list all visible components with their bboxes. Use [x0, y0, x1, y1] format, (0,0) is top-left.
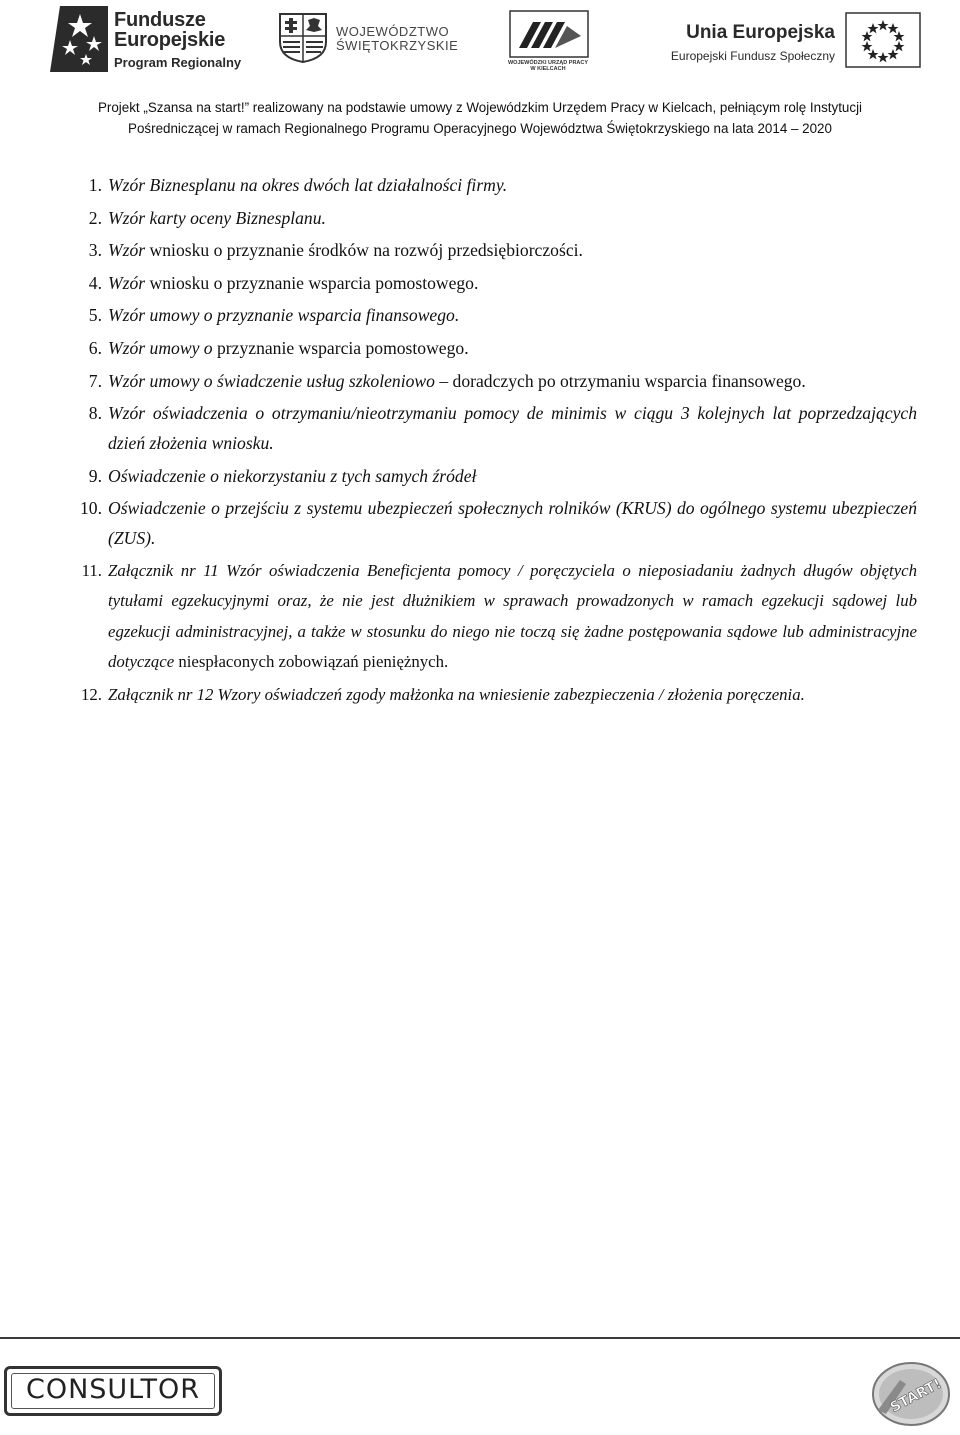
list-item-text-regular: niespłaconych zobowiązań pieniężnych. — [174, 651, 449, 671]
list-item-text — [108, 366, 917, 396]
list-item-text — [108, 556, 917, 677]
wojewodztwo-swietokrzyskie-logo — [278, 12, 468, 64]
list-item — [62, 268, 917, 298]
header-logo-bar — [0, 0, 960, 92]
list-item — [62, 300, 917, 330]
list-item-text — [108, 300, 917, 330]
start-badge-icon — [870, 1360, 952, 1428]
list-item-text — [108, 235, 917, 265]
list-item-number: 10. — [80, 498, 102, 519]
list-item-number: 12. — [81, 684, 102, 704]
list-item-number: 11. — [81, 560, 102, 580]
list-item-text: Wzór oświadczenia o otrzymaniu/nieotrzymaniu pomocy de minimis w ciągu 3 kolejnych lat poprzedzających dzień złożenia wniosku. — [108, 403, 917, 454]
list-item-text — [108, 268, 917, 298]
ue-logo-line2: Europejski Fundusz Społeczny — [670, 49, 835, 63]
list-item — [62, 556, 917, 677]
project-info-line1: Projekt „Szansa na start!” realizowany na podstawie umowy z Wojewódzkim Urzędem Pracy w Kielcach, pełniącym rolę Instytucji — [97, 100, 863, 115]
wup-logo-text — [505, 60, 591, 72]
list-item-text-italic: umowy o przyznanie wsparcia finansowego. — [145, 305, 460, 326]
eu-flag-icon — [845, 12, 921, 68]
list-item-number: 6. — [88, 337, 102, 358]
project-info-line2: Pośredniczącej w ramach Regionalnego Programu Operacyjnego Województwa Świętokrzyskiego na lata 2014 – 2020 — [128, 121, 832, 136]
list-item-text-italic: Wzór — [108, 305, 146, 326]
list-item-text — [108, 333, 917, 363]
list-item-number: 5. — [88, 305, 102, 326]
list-item-text-regular: przyznanie wsparcia pomostowego. — [212, 337, 469, 358]
list-item — [62, 493, 917, 553]
list-item-text: Załącznik nr 12 Wzory oświadczeń zgody małżonka na wniesienie zabezpieczenia / złożenia poręczenia. — [108, 684, 805, 704]
fundusze-logo-line1: Fundusze — [114, 9, 206, 31]
list-item-text-italic: Załącznik nr 11 Wzór oświadczenia Beneficjenta pomocy / poręczyciela o nieposiadaniu żadnych długów objętych tytułami egzekucyjnymi oraz, że nie jest dłużnikiem w sprawach prowadzonych w ramach egzekucji sądowej lub egzekucji administracyjnej, a także w stosunku do niego nie toczą się żadne postępowania sądowe lub administracyjne dotyczące — [108, 560, 917, 671]
list-item-number: 9. — [88, 465, 102, 486]
list-item-text-regular: wniosku o przyznanie środków na rozwój przedsiębiorczości. — [145, 240, 583, 261]
list-item-number: 4. — [88, 272, 102, 293]
list-item-number: 3. — [88, 240, 102, 261]
list-item-text-italic: Wzór — [108, 272, 146, 293]
wojewodztwo-logo-line1: WOJEWÓDZTWO — [336, 24, 450, 39]
project-info — [0, 97, 960, 139]
wup-logo-line2: W KIELCACH — [530, 66, 566, 72]
fundusze-logo-line3: Program Regionalny — [114, 55, 242, 70]
list-item — [62, 366, 917, 396]
fundusze-europejskie-logo — [50, 6, 250, 74]
list-item-number: 8. — [88, 403, 102, 424]
list-item-text-regular: wniosku o przyznanie wsparcia pomostowego. — [145, 272, 479, 293]
fundusze-logo-line2: Europejskie — [114, 29, 226, 51]
unia-europejska-logo — [655, 12, 935, 72]
list-item-text: Oświadczenie o niekorzystaniu z tych samych źródeł — [108, 465, 477, 486]
list-item-text-italic: Wzór umowy o — [108, 337, 213, 358]
list-item-text-italic: Wzór umowy o świadczenie usług szkoleniowo – — [108, 370, 449, 391]
wup-logo-line1: WOJEWÓDZKI URZĄD PRACY — [507, 60, 589, 66]
coat-of-arms-icon — [278, 12, 328, 64]
list-item-number: 7. — [88, 370, 102, 391]
start-badge-text: START! — [887, 1375, 945, 1417]
footer-divider — [0, 1337, 960, 1339]
list-item-text-italic: Wzór — [108, 240, 146, 261]
list-item-text: Wzór Biznesplanu na okres dwóch lat działalności firmy. — [108, 175, 508, 195]
list-item — [62, 170, 917, 200]
wup-emblem-icon — [509, 10, 589, 58]
list-item-text: Oświadczenie o przejściu z systemu ubezpieczeń społecznych rolników (KRUS) do ogólnego systemu ubezpieczeń (ZUS). — [108, 498, 917, 549]
list-item-text: Wzór karty oceny Biznesplanu. — [108, 207, 326, 228]
list-item — [62, 235, 917, 265]
list-item — [62, 398, 917, 458]
list-item-text-regular: doradczych po otrzymaniu wsparcia finansowego. — [448, 370, 806, 391]
list-item-number: 2. — [88, 207, 102, 228]
fundusze-stars-icon — [50, 6, 108, 72]
ue-logo-text — [655, 22, 835, 64]
consultor-logo — [4, 1366, 222, 1416]
list-item — [62, 333, 917, 363]
list-item — [62, 203, 917, 233]
wup-kielce-logo — [505, 10, 591, 76]
list-item — [62, 461, 917, 491]
wojewodztwo-logo-text — [336, 25, 458, 53]
list-item — [62, 680, 917, 710]
consultor-logo-text: CONSULTOR — [25, 1374, 201, 1405]
list-item-number: 1. — [88, 175, 102, 195]
fundusze-logo-text — [114, 10, 241, 73]
attachments-list — [62, 170, 917, 713]
wojewodztwo-logo-line2: ŚWIĘTOKRZYSKIE — [336, 38, 459, 53]
ue-logo-line1: Unia Europejska — [686, 22, 835, 43]
